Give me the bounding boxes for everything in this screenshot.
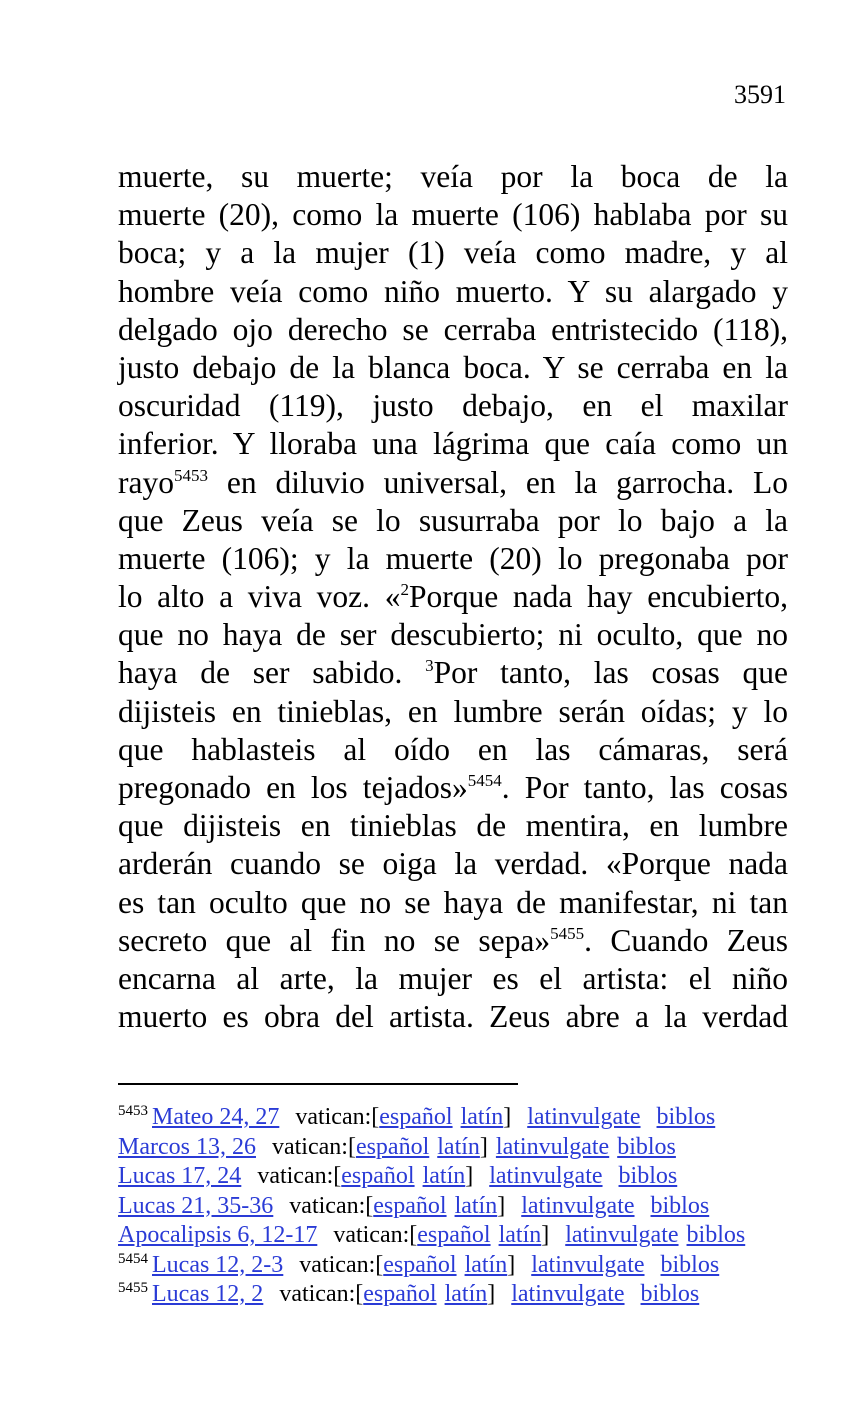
text-line: encarna al arte, la mujer es el artista: el niño (118, 960, 788, 996)
close-bracket: ] (541, 1222, 550, 1248)
text-fragment: Porque nada hay encubierto, (408, 579, 789, 615)
text-line: que Zeus veía se lo susurraba por lo bajo a la (118, 502, 788, 538)
footnote-5454 (118, 1251, 798, 1281)
close-bracket: ] (503, 1104, 512, 1130)
text-line: boca; y a la mujer (1) veía como madre, y al (118, 235, 788, 271)
biblos-link[interactable]: biblos (617, 1133, 676, 1160)
text-fragment: en diluvio universal, en la garrocha. Lo (207, 464, 788, 500)
espanol-link[interactable]: español (363, 1281, 437, 1307)
text-line: arderán cuando se oiga la verdad. «Porque nada (118, 846, 788, 882)
latinvulgate-link[interactable]: latinvulgate (495, 1133, 610, 1160)
espanol-link[interactable]: español (417, 1222, 491, 1248)
text-line: delgado ojo derecho se cerraba entristecido (118), (118, 311, 788, 347)
footnote-5453-ref2 (118, 1133, 798, 1163)
verse-number: 3 (425, 656, 434, 676)
vatican-label: vatican:[ (299, 1251, 384, 1278)
footnote-5453 (118, 1103, 798, 1133)
latinvulgate-link[interactable]: latinvulgate (489, 1163, 603, 1189)
footnote-ref-5455: 5455 (550, 923, 585, 943)
latin-link[interactable]: latín (498, 1222, 542, 1248)
bible-ref-link[interactable]: Mateo 24, 27 (152, 1104, 280, 1130)
vatican-label: vatican:[ (333, 1222, 418, 1248)
biblos-link[interactable]: biblos (660, 1251, 720, 1278)
vatican-label: vatican:[ (279, 1281, 364, 1307)
text-fragment: Por tanto, las cosas que (433, 655, 788, 691)
text-line: que no haya de ser descubierto; ni oculto, que no (118, 617, 788, 653)
text-fragment: haya de ser sabido. (118, 655, 426, 691)
text-fragment: secreto que al fin no se sepa» (118, 922, 551, 958)
bible-ref-link[interactable]: Lucas 12, 2-3 (152, 1251, 284, 1278)
footnote-5453-ref5 (118, 1221, 798, 1251)
vatican-label: vatican:[ (271, 1133, 356, 1160)
latin-link[interactable]: latín (460, 1104, 504, 1130)
biblos-link[interactable]: biblos (656, 1104, 716, 1130)
biblos-link[interactable]: biblos (650, 1192, 710, 1219)
espanol-link[interactable]: español (341, 1163, 415, 1189)
footnote-ref-5453: 5453 (173, 465, 208, 485)
text-line: muerte, su muerte; veía por la boca de la (118, 159, 788, 194)
footnote-5453-ref3 (118, 1162, 798, 1192)
espanol-link[interactable]: español (373, 1192, 447, 1219)
footnote-number: 5454 (118, 1250, 148, 1267)
close-bracket: ] (497, 1192, 506, 1219)
latinvulgate-link[interactable]: latinvulgate (531, 1251, 645, 1278)
vatican-label: vatican:[ (257, 1163, 342, 1189)
bible-ref-link[interactable]: Lucas 12, 2 (152, 1281, 264, 1307)
vatican-label: vatican:[ (289, 1192, 374, 1219)
biblos-link[interactable]: biblos (686, 1222, 746, 1248)
text-line: dijisteis en tinieblas, en lumbre serán oídas; y lo (118, 693, 788, 729)
espanol-link[interactable]: español (383, 1251, 457, 1278)
text-line: que hablasteis al oído en las cámaras, será (118, 731, 788, 767)
vatican-label: vatican:[ (295, 1104, 380, 1130)
bible-ref-link[interactable]: Marcos 13, 26 (118, 1133, 256, 1160)
bible-ref-link[interactable]: Lucas 17, 24 (118, 1163, 242, 1189)
text-line (118, 578, 788, 616)
latin-link[interactable]: latín (422, 1163, 466, 1189)
bible-ref-link[interactable]: Apocalipsis 6, 12-17 (118, 1222, 318, 1248)
verse-number: 2 (400, 580, 409, 600)
text-fragment: rayo (118, 464, 174, 500)
latin-link[interactable]: latín (464, 1251, 508, 1278)
espanol-link[interactable]: español (379, 1104, 453, 1130)
espanol-link[interactable]: español (355, 1133, 430, 1160)
latin-link[interactable]: latín (444, 1281, 488, 1307)
text-line (118, 654, 788, 692)
footnote-5453-ref4 (118, 1192, 798, 1222)
text-line: es tan oculto que no se haya de manifestar, ni tan (118, 884, 788, 920)
text-line: muerto es obra del artista. Zeus abre a la verdad (118, 999, 788, 1035)
text-line (118, 769, 788, 807)
text-fragment: lo alto a viva voz. « (118, 579, 401, 615)
bible-ref-link[interactable]: Lucas 21, 35-36 (118, 1192, 274, 1219)
footnote-5455 (118, 1280, 798, 1310)
latinvulgate-link[interactable]: latinvulgate (521, 1192, 635, 1219)
latin-link[interactable]: latín (437, 1133, 480, 1160)
footnotes (118, 1103, 798, 1310)
page-number: 3591 (734, 80, 786, 109)
latinvulgate-link[interactable]: latinvulgate (565, 1222, 679, 1248)
latinvulgate-link[interactable]: latinvulgate (527, 1104, 641, 1130)
close-bracket: ] (465, 1163, 474, 1189)
text-line (118, 922, 788, 960)
text-line: muerte (106); y la muerte (20) lo pregonaba por (118, 540, 788, 576)
text-line (118, 464, 788, 502)
text-fragment: pregonado en los tejados» (118, 770, 468, 805)
text-line: que dijisteis en tinieblas de mentira, en lumbre (118, 808, 788, 844)
close-bracket: ] (479, 1133, 488, 1160)
body-text (118, 158, 788, 1036)
footnote-ref-5454: 5454 (467, 771, 502, 790)
footnote-divider (118, 1083, 518, 1085)
footnote-number: 5453 (118, 1103, 148, 1119)
footnote-number: 5455 (118, 1280, 148, 1296)
text-fragment: . Cuando Zeus (584, 922, 788, 958)
text-line: oscuridad (119), justo debajo, en el maxilar (118, 388, 788, 424)
text-fragment: . Por tanto, las cosas (501, 770, 789, 805)
latin-link[interactable]: latín (454, 1192, 498, 1219)
text-line: inferior. Y lloraba una lágrima que caía como un (118, 426, 788, 462)
text-line: muerte (20), como la muerte (106) hablaba por su (118, 197, 788, 233)
close-bracket: ] (487, 1281, 496, 1307)
latinvulgate-link[interactable]: latinvulgate (511, 1281, 625, 1307)
text-line: justo debajo de la blanca boca. Y se cerraba en la (118, 349, 788, 385)
biblos-link[interactable]: biblos (618, 1163, 678, 1189)
biblos-link[interactable]: biblos (640, 1281, 700, 1307)
text-line: hombre veía como niño muerto. Y su alargado y (118, 273, 788, 309)
close-bracket: ] (507, 1251, 516, 1278)
